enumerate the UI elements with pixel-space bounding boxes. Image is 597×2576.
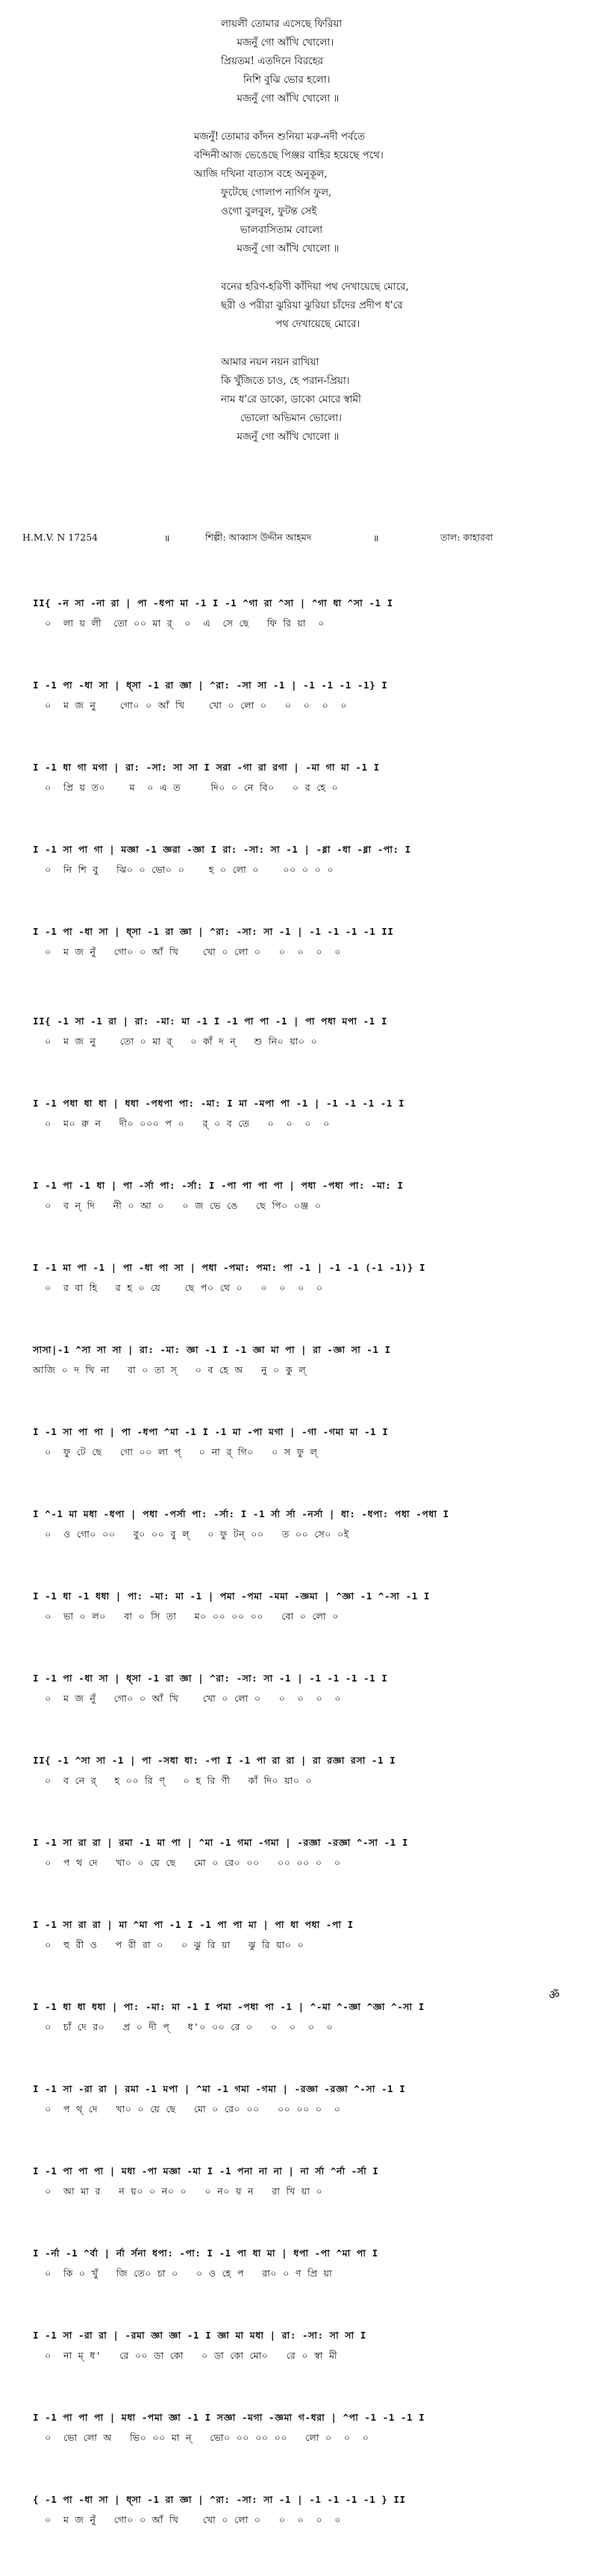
swara-line: I -1 পা -ধা সা | ধ্সা -1 রা জ্ঞা | ^রা: -সা সা -1 | -1 -1 -1 -1} I	[33, 679, 388, 691]
lyrics-block	[172, 15, 560, 466]
syllable-line: ০ ব নে র্ হ ০০ রি ণ্ ০ হ রি ণী কাঁ দি০ য়া০ ০	[33, 1775, 313, 1786]
syllable-line: ০ না ম্ ধ' রে ০০ ডা কো ০ ডা কো মো০ রে ০ স্বা মী	[33, 2350, 338, 2361]
line-label: মজনুঁ!	[194, 131, 219, 143]
notation-row	[33, 1590, 578, 1673]
swara-line: I -1 পা -1 ধা | পা -র্সা পা: -র্সা: I -পা পা পা পা | পধা -পধা পা: -মা: I	[33, 1180, 404, 1191]
swara-line: { -1 পা -ধা সা | ধ্সা -1 রা জ্ঞা | ^রা: -সা: সা -1 | -1 -1 -1 -1 } II	[33, 2494, 406, 2505]
line-text: দখিনা বাতাস বহে অনুকূল,	[221, 168, 328, 180]
line-text: মজনুঁ গো আঁখি খোলো ॥	[221, 243, 340, 255]
syllable-line: ০ প থ দে খা০ ০ য়ে ছে মো ০ রে০ ০০ ০০ ০০ ০ ০	[33, 1857, 341, 1868]
line-label	[172, 315, 221, 334]
lyrics-line	[172, 296, 560, 315]
line-text: লায়লী তোমার এসেছে ফিরিয়া	[221, 18, 343, 30]
line-text: ওগো বুলবুল, ফুটন্ত সেই	[221, 205, 317, 217]
separator: ॥	[164, 532, 170, 544]
notation-row	[33, 1673, 578, 1755]
swara-line: II{ -1 সা -1 রা | রা: -মা: মা -1 I -1 পা পা -1 | পা পধা মপা -1 I	[33, 1015, 387, 1027]
line-label: বন্দিনী	[194, 149, 220, 161]
swara-line: I -1 সা রা রা | মা ^মা পা -1 I -1 পা পা মা | পা ধা পধা -পা I	[33, 1919, 354, 1930]
line-text: ফুটেছে গোলাপ নার্গিস ফুল,	[221, 187, 332, 199]
swara-line: I -1 পধা ধা ধা | ধধা -পধপা পা: -মা: I মা -মপা পা -1 | -1 -1 -1 -1 I	[33, 1098, 405, 1109]
lyrics-line	[172, 409, 560, 428]
notation-row	[33, 1262, 578, 1344]
notation-row	[33, 1755, 578, 1837]
line-label	[172, 52, 221, 71]
line-text: ছরী ও পরীরা ঝুরিয়া ঝুরিয়া চাঁদের প্রদীপ ধ'রে	[221, 299, 403, 311]
line-text: বনের হরিণ-হরিণী কাঁদিয়া পথ দেখায়েছে মোরে,	[221, 281, 409, 293]
record-number: H.M.V. N 17254	[22, 532, 99, 543]
lyrics-line	[172, 146, 560, 165]
syllable-line: ০ ভা ০ ল০ বা ০ সি তা ম০ ০০ ০০ ০০ বো ০ লো ০	[33, 1611, 339, 1622]
lyrics-line	[172, 372, 560, 391]
line-text: মজনুঁ গো আঁখি খোলো ॥	[221, 431, 340, 443]
swara-line: সাসা|-1 ^সা সা সা | রা: -মা: জ্ঞা -1 I -1 জ্ঞা মা পা | রা -জ্ঞা সা -1 I	[33, 1344, 391, 1355]
swara-line: I -1 পা -ধা সা | ধ্সা -1 রা জ্ঞা | ^রা: -সা: সা -1 | -1 -1 -1 -1 I	[33, 1673, 388, 1684]
line-label	[172, 428, 221, 447]
tala-name: তাল: কাহারবা	[440, 532, 493, 543]
line-label	[172, 71, 221, 90]
lyrics-line	[172, 34, 560, 52]
lyrics-line	[172, 278, 560, 296]
syllable-line: ০ র বা হি র হ ০ য়ে ছে প০ থে ০ ০ ০ ০ ০	[33, 1282, 323, 1293]
syllable-line: ০ প থ্ দে খা০ ০ য়ে ছে মো ০ রে০ ০০ ০০ ০০ ০ ০	[33, 2103, 341, 2115]
swara-line: I -1 সা পা পা | পা -ধপা ^মা -1 I -1 মা -পা মগা | -গা -গমা মা -1 I	[33, 1426, 389, 1437]
line-label	[172, 409, 221, 428]
swara-line: I -1 ধা গা মগা | রা: -সা: সা সা I সরা -গা রা রগা | -মা গা মা -1 I	[33, 762, 380, 773]
line-text: আমার নয়ন নয়ন রাখিয়া	[221, 356, 319, 368]
lyrics-line	[172, 90, 560, 108]
syllable-line: ০ ম জ নু তো ০ মা র্ ০ কাঁ দ ন্ শু নি০ য়া০ ০	[33, 1036, 318, 1047]
swara-line: I -1 সা পা গা | মজ্ঞা -1 জ্ঞরা -জ্ঞা I রা: -সা: সা -1 | -ধ্না -ধা -ধ্না -পা: I	[33, 844, 411, 855]
lyrics-line	[172, 202, 560, 221]
syllable-line: ০ হু রী ও প রী রা ০ ০ ঝু রি য়া ঝু রি য়া০ ০	[33, 1939, 304, 1950]
notation-row	[33, 1344, 578, 1426]
line-label: আজি	[194, 168, 218, 180]
syllable-line: ০ ম জ নুঁ গো০ ০ আঁ খি খো ০ লো ০ ০ ০ ০ ০	[33, 1693, 342, 1704]
syllable-line: আজি ০ দ খি না বা ০ তা স্ ০ ব হে অ নু ০ কু ল্	[33, 1364, 307, 1375]
swara-line: I ^-1 মা মধা -ধপা | পধা -পর্সা পা: -র্সা: I -1 র্সা র্সা -নর্সা | ধা: -ধপা: পধা -পধা I	[33, 1508, 449, 1519]
notation-row	[33, 1508, 578, 1590]
syllable-line: ০ ম জ নু গো০ ০ আঁ খি খো ০ লো ০ ০ ০ ০ ০	[33, 700, 348, 711]
lyrics-line	[172, 52, 560, 71]
line-text: নিশি বুঝি ভোর হলো।	[221, 74, 331, 86]
om-symbol: ॐ	[548, 1988, 560, 2002]
swara-line: I -1 সা -রা রা | রমা -1 মপা | ^মা -1 গমা -গমা | -রজ্ঞা -রজ্ঞা ^-সা -1 I	[33, 2083, 406, 2094]
lyrics-line	[172, 221, 560, 240]
lyrics-line	[172, 184, 560, 202]
lyrics-line	[172, 128, 560, 146]
line-label	[172, 353, 221, 372]
syllable-line: ০ প্রি য় ত০ ম ০ এ ত দি০ ০ নে বি০ ০ র হে ০	[33, 782, 339, 793]
swara-line: I -1 সা -রা রা | -রমা জ্ঞা জ্ঞা -1 I জ্ঞা মা মধা | রা: -সা: সা সা I	[33, 2330, 366, 2341]
notation-row	[33, 926, 578, 1008]
notation-row	[33, 1837, 578, 1919]
line-label	[172, 372, 221, 391]
lyrics-line	[172, 315, 560, 334]
line-label	[172, 184, 221, 202]
separator: ॥	[373, 532, 379, 544]
line-label	[172, 90, 221, 108]
swara-line: I -1 মা পা -1 | পা -ধা পা সা | পধা -পমা: পমা: পা -1 | -1 -1 (-1 -1)} I	[33, 1262, 426, 1273]
lyrics-line	[172, 353, 560, 372]
notation-row	[33, 2165, 578, 2247]
line-text: মজনুঁ গো আঁখি খোলো।	[221, 37, 334, 49]
notation-row	[33, 844, 578, 926]
notation-row	[33, 1015, 578, 1098]
notation-row	[33, 762, 578, 844]
artist-name: শিল্পী: আব্বাস উদ্দীন আহমদ	[205, 532, 312, 543]
lyrics-line	[172, 391, 560, 409]
syllable-line: ০ নি শি বু ঝি০ ০ ভো০ ০ হ ০ লো ০ ০০ ০ ০ ০	[33, 864, 334, 875]
line-label	[172, 240, 221, 258]
swara-line: I -র্না -1 ^র্বা | র্না র্সনা ধপা: -পা: I -1 পা ধা মা | ধপা -পা ^মা পা I	[33, 2247, 378, 2259]
swara-line: I -1 পা পা পা | মধা -পমা জ্ঞা -1 I সজ্ঞা -মগা -জ্ঞমা গ-ধরা | ^পা -1 -1 -1 I	[33, 2412, 425, 2423]
line-label	[172, 391, 221, 409]
notation-row	[33, 1098, 578, 1180]
swara-line: I -1 ধা ধা ধধা | পা: -মা: মা -1 I পমা -পধা পা -1 | ^-মা ^-জ্ঞা ^জ্ঞা ^-সা I	[33, 2001, 425, 2012]
swara-line: II{ -ন সা -না রা | পা -ধপা মা -1 I -1 ^গা রা ^সা | ^গা ধা ^সা -1 I	[33, 597, 393, 609]
lyrics-stanza	[172, 128, 560, 258]
syllable-line: ০ ব ন্ দি নী ০ আ ০ ০ জ ভে ঙে ছে পি০ ০ঞ্জ ০	[33, 1200, 322, 1211]
swara-line: I -1 পা পা পা | মধা -পা মজ্ঞা -মা I -1 পনা না না | না র্সা ^র্না -র্সা I	[33, 2165, 379, 2177]
line-label	[172, 202, 221, 221]
line-label	[172, 34, 221, 52]
swara-line: I -1 পা -ধা সা | ধ্সা -1 রা জ্ঞা | ^রা: -সা: সা -1 | -1 -1 -1 -1 II	[33, 926, 394, 937]
line-text: নাম ধ'রে ডাকো, ডাকো মোরে স্বামী	[221, 393, 361, 405]
lyrics-line	[172, 71, 560, 90]
notation-row	[33, 1426, 578, 1508]
swara-line: I -1 ধা -1 ধধা | পা: -মা: মা -1 | পমা -পমা -মমা -জ্ঞমা | ^জ্ঞা -1 ^-সা -1 I	[33, 1590, 430, 1602]
lyrics-line	[172, 240, 560, 258]
lyrics-line	[172, 428, 560, 447]
record-info	[22, 532, 575, 550]
line-label	[172, 15, 221, 34]
syllable-line: ০ ভো লো অ ভি০ ০০ মা ন্ ভো০ ০০ ০০ ০০ লো ০ ০ ০	[33, 2432, 369, 2443]
notation-row	[33, 1919, 578, 2001]
notation-row	[33, 679, 578, 762]
syllable-line: ০ ম জ নুঁ গো০ ০ আঁ খি খো ০ লো ০ ০ ০ ০ ০	[33, 2514, 342, 2525]
lyrics-line	[172, 165, 560, 184]
line-text: কি খুঁজিতে চাও, হে পরান-প্রিয়া।	[221, 375, 350, 387]
line-text: ভালবাসিতাম বোলো	[221, 224, 323, 236]
syllable-line: ০ ও গো০ ০০ বু০ ০০ বু ল্ ০ ফু টন্ ০০ ত ০০ সে০ ০ই	[33, 1528, 349, 1540]
notation-row	[33, 597, 578, 679]
notation-row	[33, 1988, 578, 2083]
lyrics-stanza	[172, 353, 560, 447]
notation-row	[33, 2494, 578, 2576]
notation-row	[33, 2083, 578, 2165]
line-label	[172, 278, 221, 296]
swaralipi-notation	[33, 597, 578, 2576]
syllable-line: ০ কি ০ খুঁ জি তে০ চা ০ ০ ও হে প রা০ ০ ণ প্রি য়া	[33, 2268, 333, 2279]
syllable-line: ০ ফু টে ছে গো ০০ লা প্ ০ না র্ গি০ ০ স ফু ল্	[33, 1446, 318, 1457]
line-text: ভোলো অভিমান ভোলো।	[221, 412, 342, 424]
line-text: পথ দেখায়েছে মোরে।	[221, 318, 360, 330]
line-label	[172, 296, 221, 315]
lyrics-stanza	[172, 15, 560, 108]
line-text: আজ ভেঙেছে পিঞ্জর বাহির হয়েছে পথে।	[221, 149, 384, 161]
syllable-line: ০ ম০ রু ন দী০ ০০০ প ০ র্ ০ ব তে ০ ০ ০ ০	[33, 1118, 330, 1129]
line-text: তোমার কাঁদন শুনিয়া মরু-নদী পর্বতে	[221, 131, 366, 143]
notation-row	[33, 2247, 578, 2330]
swara-line: II{ -1 ^সা সা -1 | পা -সধা ধা: -পা I -1 পা রা রা | রা রজ্ঞা রসা -1 I	[33, 1755, 396, 1766]
syllable-line: ০ আ মা র ন য়০ ০ ন০ ০ ০ ন০ য় ন রা খি য়া ০	[33, 2185, 323, 2197]
line-text: প্রিয়তম! এতদিনে বিরহের	[221, 55, 324, 67]
lyrics-stanza	[172, 278, 560, 334]
line-text: মজনুঁ গো আঁখি খোলো ॥	[221, 93, 340, 105]
notation-row	[33, 2330, 578, 2412]
lyrics-line	[172, 15, 560, 34]
syllable-line: ০ চাঁ দে র০ প্র ০ দী প্ ধ'০ ০০ রে ০ ০ ০ ০ ০	[33, 2021, 334, 2032]
swara-line: I -1 সা রা রা | রমা -1 মা পা | ^মা -1 গমা -গমা | -রজ্ঞা -রজ্ঞা ^-সা -1 I	[33, 1837, 408, 1848]
notation-row	[33, 2412, 578, 2494]
syllable-line: ০ লা য় লী তো ০০ মা র্ ০ এ সে ছে ফি রি য়া ০	[33, 617, 325, 629]
syllable-line: ০ ম জ নুঁ গো০ ০ আঁ খি খো ০ লো ০ ০ ০ ০ ০	[33, 946, 342, 957]
line-label	[172, 221, 221, 240]
notation-row	[33, 1180, 578, 1262]
